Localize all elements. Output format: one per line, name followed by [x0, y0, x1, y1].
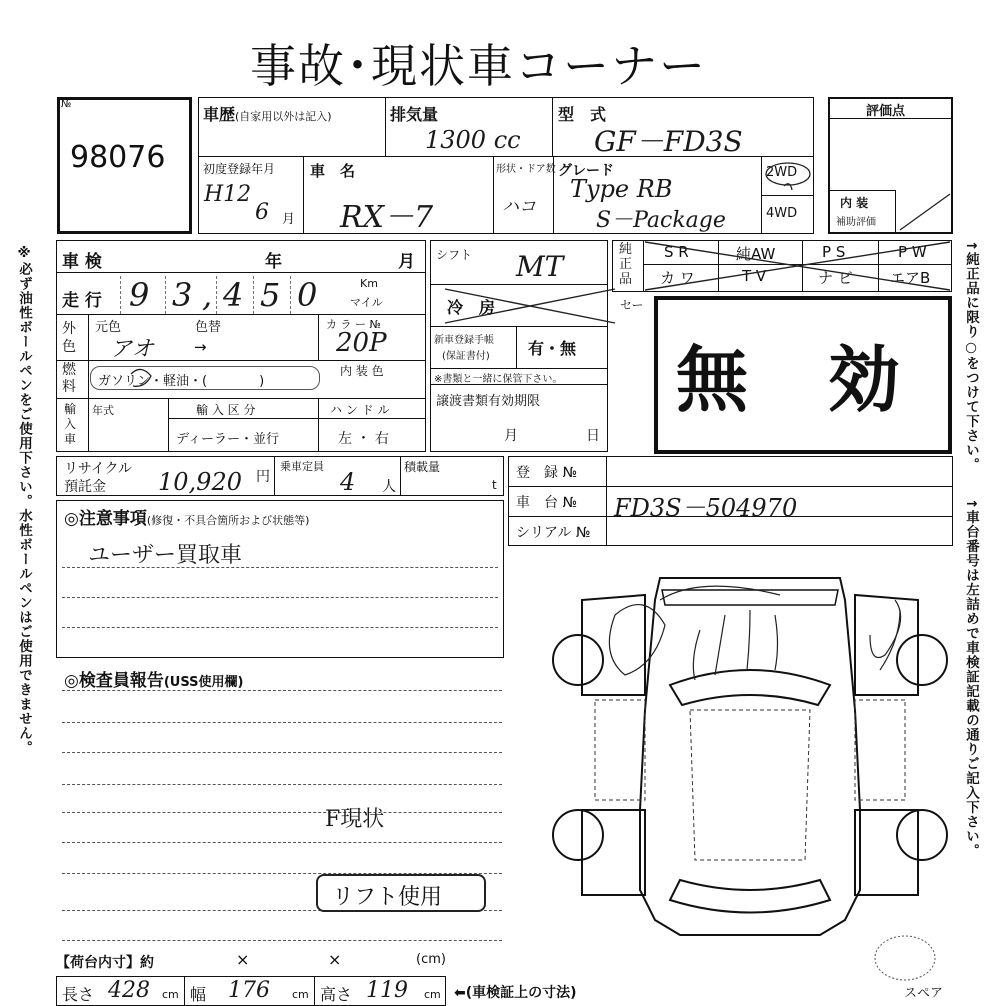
right-note-2: ↑車台番号は左詰めで車検証記載の通りご記入下さい。 — [963, 498, 979, 859]
width-label: 幅 — [190, 985, 207, 1004]
interior-slash — [896, 190, 953, 234]
load-label: 積載量 — [404, 460, 441, 474]
car-diagram — [550, 560, 950, 960]
mileage-unit-km: Km — [360, 277, 378, 290]
recycle-value: 10,920 — [158, 468, 242, 496]
grade-label: グレード — [558, 163, 614, 179]
exterior-orig-label: 元色 — [95, 320, 122, 335]
exterior-value: アオ — [110, 337, 154, 362]
length-unit: cm — [162, 988, 179, 1001]
right-note-1: ↑純正品に限り○をつけて下さい。 — [963, 240, 979, 473]
first-reg-label: 初度登録年月 — [203, 162, 276, 176]
left-note: ※必ず油性ボールペンをご使用下さい。水性ボールペンはご使用できません。 — [16, 245, 32, 755]
exterior-repaint-label: 色替 — [195, 320, 222, 335]
import-handle-value: 左 ・ 右 — [338, 431, 389, 447]
cargo-x2: × — [328, 950, 342, 969]
first-reg-month-unit: 月 — [282, 212, 296, 227]
width-value: 176 — [228, 978, 270, 1003]
recycle-label1: リサイクル — [64, 461, 133, 477]
equipment-cross — [643, 240, 952, 292]
inspection-month: 月 — [398, 252, 415, 272]
import-handle-label: ハ ン ド ル — [330, 403, 390, 417]
capacity-unit: 人 — [382, 479, 396, 495]
import-type-label: 輸 入 区 分 — [196, 403, 256, 417]
registration-label: 登 録 № — [516, 465, 578, 481]
invalid-stamp-text: 無 効 — [676, 338, 905, 422]
inspector-note1: F現状 — [325, 807, 385, 832]
height-label: 高さ — [320, 985, 353, 1004]
mileage-digits: 9 3 , 4 5 0 — [120, 276, 325, 314]
capacity-label: 乗車定員 — [280, 460, 324, 473]
page-title: 事故･現状車コーナー — [250, 39, 707, 93]
ac-cross — [440, 285, 640, 326]
length-label: 長さ — [62, 985, 95, 1004]
chassis-value: FD3S－504970 — [614, 494, 798, 522]
equip-aw: 純AW — [736, 245, 776, 263]
recycle-label2: 預託金 — [64, 479, 106, 495]
fuel-value: ガソリン・軽油・( ) — [98, 374, 265, 389]
shift-value: MT — [516, 250, 564, 283]
equip-airbag: エアB — [890, 269, 931, 287]
car-name-value: RX－7 — [340, 200, 434, 235]
height-value: 119 — [366, 978, 408, 1003]
mileage-label: 走 行 — [62, 291, 102, 311]
shift-label: シフト — [436, 248, 473, 262]
height-unit: cm — [424, 988, 441, 1001]
number-label: № — [61, 99, 72, 110]
ac-label: 冷 房 — [447, 298, 496, 317]
transfer-label: 譲渡書類有効期限 — [436, 394, 541, 409]
warranty-value: 有・無 — [528, 339, 577, 358]
interior-sub: 補助評価 — [836, 217, 876, 228]
genuine-label: 純正品 — [619, 242, 633, 287]
equip-tv: T V — [742, 267, 767, 285]
spare-icon — [872, 932, 938, 984]
exterior-arrow: → — [194, 338, 207, 356]
recycle-unit: 円 — [256, 469, 270, 485]
equip-sr: S R — [664, 243, 689, 261]
spare-label: スペア — [904, 986, 944, 1001]
equip-kawa: カ ワ — [660, 269, 695, 287]
width-unit: cm — [292, 988, 309, 1001]
displacement-value: 1300 cc — [425, 126, 521, 154]
color-no-label: カ ラ ー № — [326, 318, 381, 331]
drive-2wd-circle — [764, 160, 812, 196]
drive-4wd: 4WD — [766, 206, 798, 221]
transfer-month: 月 — [504, 428, 518, 444]
inspector-label: ◎検査員報告(USS使用欄) — [64, 671, 244, 691]
cargo-x1: × — [236, 950, 250, 969]
notes-label: ◎注意事項(修復・不具合箇所および状態等) — [64, 509, 310, 529]
score-label: 評価点 — [866, 104, 906, 119]
interior-color-label: 内 装 色 — [340, 364, 384, 378]
load-unit: t — [492, 478, 497, 492]
equip-navi: ナ ビ — [818, 269, 853, 287]
cargo-label: 【荷台内寸】約 — [56, 955, 154, 971]
notes-value: ユーザー買取車 — [88, 543, 243, 568]
chassis-label: 車 台 № — [516, 495, 578, 511]
length-value: 428 — [108, 978, 150, 1003]
serial-label: シリアル № — [516, 525, 591, 541]
equip-pw: P W — [898, 243, 927, 261]
grade-line2: S－Package — [596, 208, 726, 233]
interior-label: 内 装 — [840, 196, 869, 210]
capacity-value: 4 — [340, 468, 356, 496]
shape-label: 形状・ドア数 — [496, 164, 556, 175]
color-no-value: 20P — [336, 328, 387, 358]
equip-ps: P S — [822, 243, 846, 261]
first-reg-month: 6 — [255, 200, 269, 225]
inspection-year: 年 — [265, 252, 282, 272]
model-type-label: 型 式 — [558, 105, 607, 124]
inspector-note2: リフト使用 — [332, 885, 443, 910]
shape-value: ハコ — [502, 197, 536, 217]
warranty-label2: (保証書付) — [442, 351, 490, 362]
number-value: 98076 — [70, 140, 166, 175]
warranty-label1: 新車登録手帳 — [434, 335, 494, 346]
fuel-label: 燃料 — [62, 362, 76, 395]
drive-2wd: 2WD — [766, 165, 798, 180]
grade-line1: Type RB — [570, 175, 673, 203]
fuel-circle — [125, 364, 157, 392]
ac-extra: セー — [620, 298, 644, 312]
import-year-label: 年式 — [92, 404, 114, 417]
displacement-label: 排気量 — [390, 105, 439, 124]
warranty-note: ※書類と一緒に保管下さい。 — [434, 374, 563, 385]
exterior-label: 外色 — [62, 321, 76, 355]
first-reg-year: H12 — [204, 182, 252, 207]
model-type-value: GF－FD3S — [594, 125, 743, 158]
cargo-unit: (cm) — [416, 952, 446, 967]
car-name-label: 車 名 — [310, 162, 356, 180]
import-type-value: ディーラー・並行 — [176, 432, 279, 447]
inspection-label: 車 検 — [62, 252, 102, 272]
import-label: 輸入車 — [64, 402, 77, 446]
transfer-day: 日 — [586, 428, 600, 444]
dims-note: ⬅(車検証上の寸法) — [454, 985, 577, 1001]
history-label: 車歴(自家用以外は記入) — [203, 105, 332, 124]
mileage-unit-mile: マイル — [350, 296, 383, 309]
